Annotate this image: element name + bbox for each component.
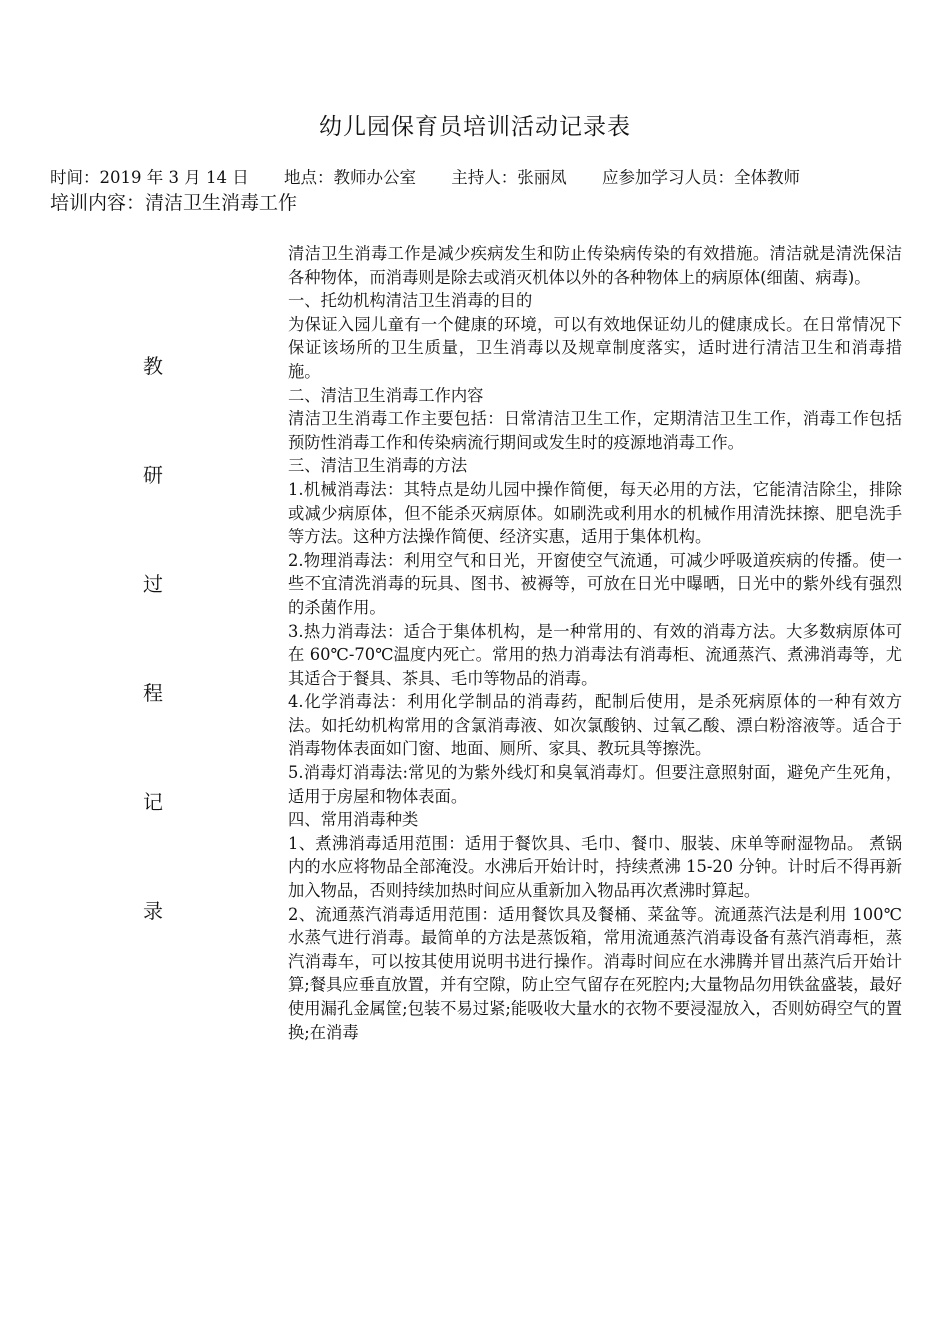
meta-attendees: 应参加学习人员：全体教师	[601, 168, 800, 187]
paragraph-intro: 清洁卫生消毒工作是减少疾病发生和防止传染病传染的有效措施。清洁就是清洗保洁各种物体，而消毒则是除去或消灭机体以外的各种物体上的病原体(细菌、病毒)。	[288, 244, 902, 287]
meta-line	[50, 164, 930, 188]
section-heading: 三、清洁卫生消毒的方法	[288, 456, 468, 476]
meta-location: 地点：教师办公室	[283, 168, 416, 187]
section-heading: 二、清洁卫生消毒工作内容	[288, 385, 484, 405]
side-label-char: 过	[143, 572, 163, 596]
record-body	[288, 242, 902, 1044]
paragraph: 清洁卫生消毒工作主要包括：日常清洁卫生工作，定期清洁卫生工作，消毒工作包括预防性消毒工作和传染病流行期间或发生时的疫源地消毒工作。	[288, 409, 902, 452]
paragraph: 5.消毒灯消毒法:常见的为紫外线灯和臭氧消毒灯。但要注意照射面，避免产生死角，适用于房屋和物体表面。	[288, 763, 902, 806]
paragraph: 2.物理消毒法：利用空气和日光，开窗使空气流通，可减少呼吸道疾病的传播。使一些不宜清洗消毒的玩具、图书、被褥等，可放在日光中曝晒，日光中的紫外线有强烈的杀菌作用。	[288, 550, 902, 617]
side-label-char: 记	[143, 790, 163, 814]
paragraph: 4.化学消毒法：利用化学制品的消毒药，配制后使用，是杀死病原体的一种有效方法。如托幼机构常用的含氯消毒液、如次氯酸钠、过氧乙酸、漂白粉溶液等。适合于消毒物体表面如门窗、地面、厕所、家具、教玩具等擦洗。	[288, 692, 902, 759]
paragraph: 3.热力消毒法：适合于集体机构，是一种常用的、有效的消毒方法。大多数病原体可在 60℃-70℃温度内死亡。常用的热力消毒法有消毒柜、流通蒸汽、煮沸消毒等，尤其适合于餐具、茶具、毛巾等物品的消毒。	[288, 621, 902, 688]
paragraph: 为保证入园儿童有一个健康的环境，可以有效地保证幼儿的健康成长。在日常情况下保证该场所的卫生质量，卫生消毒以及规章制度落实，适时进行清洁卫生和消毒措施。	[288, 314, 902, 381]
paragraph: 1、煮沸消毒适用范围：适用于餐饮具、毛巾、餐巾、服装、床单等耐湿物品。 煮锅内的水应将物品全部淹没。水沸后开始计时，持续煮沸 15-20 分钟。计时后不得再新加入物品，否则持续加热时间应从重新加入物品再次煮沸时算起。	[288, 833, 902, 901]
meta-time: 时间：2019 年 3 月 14 日	[50, 168, 249, 187]
page-title: 幼儿园保育员培训活动记录表	[319, 114, 631, 140]
section-heading: 四、常用消毒种类	[288, 810, 419, 830]
side-label-char: 教	[143, 354, 163, 378]
training-topic: 培训内容：清洁卫生消毒工作	[50, 192, 298, 214]
side-label-char: 录	[143, 899, 163, 923]
side-label-char: 程	[143, 681, 163, 705]
paragraph: 2、流通蒸汽消毒适用范围：适用餐饮具及餐桶、菜盆等。流通蒸汽法是利用 100℃水蒸气进行消毒。最简单的方法是蒸饭箱，常用流通蒸汽消毒设备有蒸汽消毒柜，蒸汽消毒车，可以按其使用说明书进行操作。消毒时间应在水沸腾并冒出蒸汽后开始计算;餐具应垂直放置，并有空隙，防止空气留存在死腔内;大量物品勿用铁盆盛装，最好使用漏孔金属筐;包装不易过紧;能吸收大量水的衣物不要浸湿放入，否则妨碍空气的置换;在消毒	[288, 904, 902, 1042]
paragraph: 1.机械消毒法：其特点是幼儿园中操作简便，每天必用的方法，它能清洁除尘，排除或减少病原体，但不能杀灭病原体。如刷洗或利用水的机械作用清洗抹擦、肥皂洗手等方法。这种方法操作简便、经济实惠，适用于集体机构。	[288, 479, 902, 547]
side-label-char: 研	[143, 463, 163, 487]
section-heading: 一、托幼机构清洁卫生消毒的目的	[288, 291, 533, 311]
meta-host: 主持人：张丽凤	[451, 168, 567, 187]
